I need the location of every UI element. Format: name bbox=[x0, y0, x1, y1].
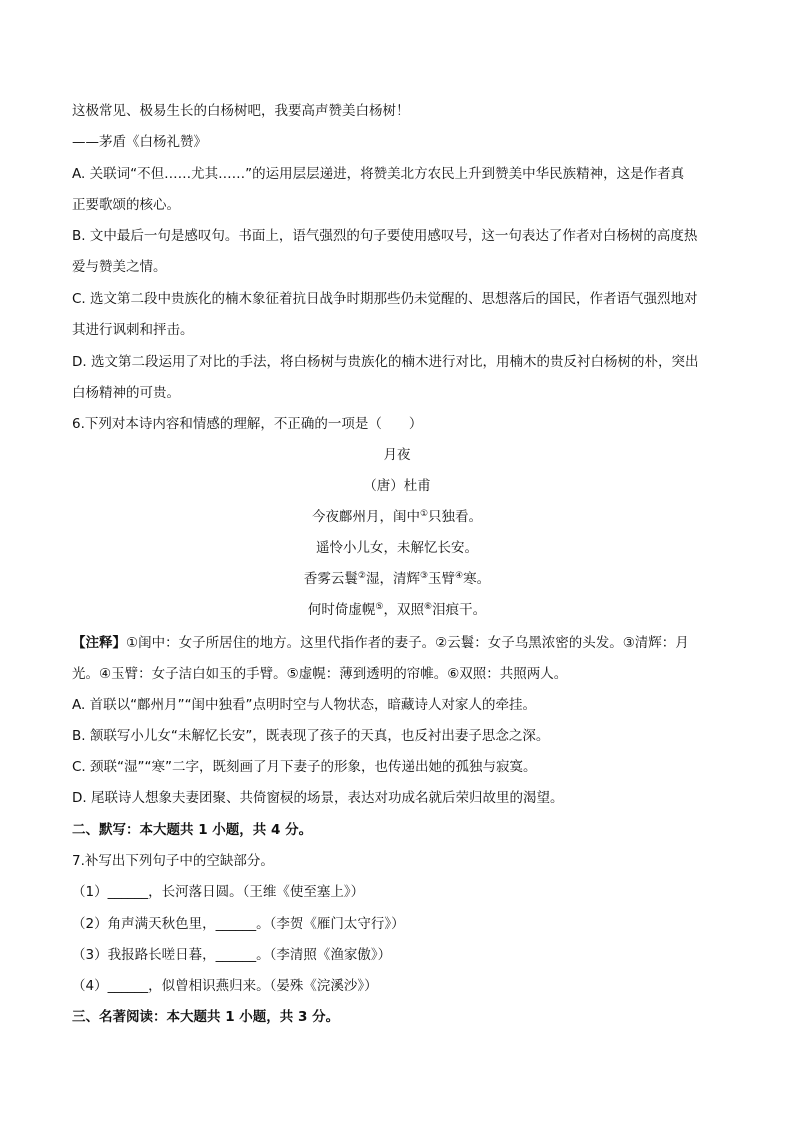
q7-item-3: （3）我报路长嗟日暮，______。（李清照《渔家傲》） bbox=[72, 947, 392, 963]
poem-title: 月夜 bbox=[383, 447, 411, 463]
q7-item-1: （1）______，长河落日圆。（王维《使至塞上》） bbox=[72, 884, 365, 900]
paragraph-end: 这极常见、极易生长的白杨树吧，我要高声赞美白杨树！ bbox=[72, 103, 410, 119]
poem-notes-line1 bbox=[72, 633, 689, 653]
q6-option-d: D. 尾联诗人想象夫妻团聚、共倚窗棂的场景，表达对功成名就后荣归故里的渴望。 bbox=[72, 790, 564, 806]
notes-text-1: ①闺中：女子所居住的地方。这里代指作者的妻子。②云鬟：女子乌黑浓密的头发。③清辉：月 bbox=[126, 635, 689, 651]
note-ref-4: ④ bbox=[455, 571, 464, 581]
poem-line-4-part-a: 何时倚虚幌 bbox=[307, 602, 376, 618]
poem-line-3-part-d: 寒。 bbox=[463, 571, 491, 587]
q5-option-a-line2: 正要歌颂的核心。 bbox=[72, 197, 180, 213]
q5-option-d-line1: D. 选文第二段运用了对比的手法，将白杨树与贵族化的楠木进行对比，用楠木的贵反衬白杨树的朴，突出 bbox=[72, 354, 699, 370]
q6-option-b: B. 颔联写小儿女“未解忆长安”，既表现了孩子的天真，也反衬出妻子思念之深。 bbox=[72, 728, 550, 744]
q5-option-c-line2: 其进行讽刺和抨击。 bbox=[72, 322, 194, 338]
poem-line-3-part-c: 玉臂 bbox=[428, 571, 456, 587]
poem-line-1-part-b: 只独看。 bbox=[428, 509, 483, 525]
q5-option-b-line1: B. 文中最后一句是感叹句。书面上，语气强烈的句子要使用感叹号，这一句表达了作者对白杨树的高度热 bbox=[72, 228, 698, 244]
q7-item-2: （2）角声满天秋色里，______。（李贺《雁门太守行》） bbox=[72, 916, 405, 932]
poem-notes-line2: 光。④玉臂：女子洁白如玉的手臂。⑤虚幌：薄到透明的帘帷。⑥双照：共照两人。 bbox=[72, 666, 568, 682]
q7-item-4: （4）______，似曾相识燕归来。（晏殊《浣溪沙》） bbox=[72, 978, 378, 994]
poem-line-1-part-a: 今夜鄜州月，闺中 bbox=[311, 509, 420, 525]
note-ref-6: ⑥ bbox=[424, 602, 433, 612]
poem-line-1 bbox=[0, 507, 794, 527]
source-attribution: ——茅盾《白杨礼赞》 bbox=[72, 134, 207, 150]
poem-line-3 bbox=[0, 569, 794, 589]
q6-option-c: C. 颈联“湿”“寒”二字，既刻画了月下妻子的形象，也传递出她的孤独与寂寞。 bbox=[72, 759, 537, 775]
q5-option-d-line2: 白杨精神的可贵。 bbox=[72, 385, 180, 401]
note-ref-2: ② bbox=[357, 571, 366, 581]
q5-option-b-line2: 爱与赞美之情。 bbox=[72, 259, 167, 275]
q5-option-a-line1: A. 关联词“不但……尤其……”的运用层层递进，将赞美北方农民上升到赞美中华民族精神，这是作者真 bbox=[72, 166, 685, 182]
note-ref-5: ⑤ bbox=[375, 602, 384, 612]
section-3-heading: 三、名著阅读：本大题共 1 小题，共 3 分。 bbox=[72, 1009, 340, 1025]
poem-line-3-part-a: 香雾云鬟 bbox=[303, 571, 358, 587]
note-ref-1: ① bbox=[419, 509, 429, 519]
section-2-heading: 二、默写：本大题共 1 小题，共 4 分。 bbox=[72, 822, 313, 838]
q5-option-c-line1: C. 选文第二段中贵族化的楠木象征着抗日战争时期那些仍未觉醒的、思想落后的国民，作者语气强烈地对 bbox=[72, 291, 698, 307]
note-ref-3: ③ bbox=[419, 571, 429, 581]
notes-label: 【注释】 bbox=[72, 635, 126, 651]
q6-stem: 6.下列对本诗内容和情感的理解，不正确的一项是（ ） bbox=[72, 416, 423, 432]
poem-line-2: 遥怜小儿女，未解忆长安。 bbox=[316, 540, 478, 556]
poem-line-4-part-c: 泪痕干。 bbox=[432, 602, 487, 618]
poem-line-3-part-b: 湿，清辉 bbox=[365, 571, 420, 587]
q7-stem: 7.补写出下列句子中的空缺部分。 bbox=[72, 853, 274, 869]
poem-author: （唐）杜甫 bbox=[363, 478, 431, 494]
poem-line-4-part-b: ，双照 bbox=[383, 602, 424, 618]
q6-option-a: A. 首联以“鄜州月”“闺中独看”点明时空与人物状态，暗藏诗人对家人的牵挂。 bbox=[72, 697, 537, 713]
poem-line-4 bbox=[0, 600, 794, 620]
